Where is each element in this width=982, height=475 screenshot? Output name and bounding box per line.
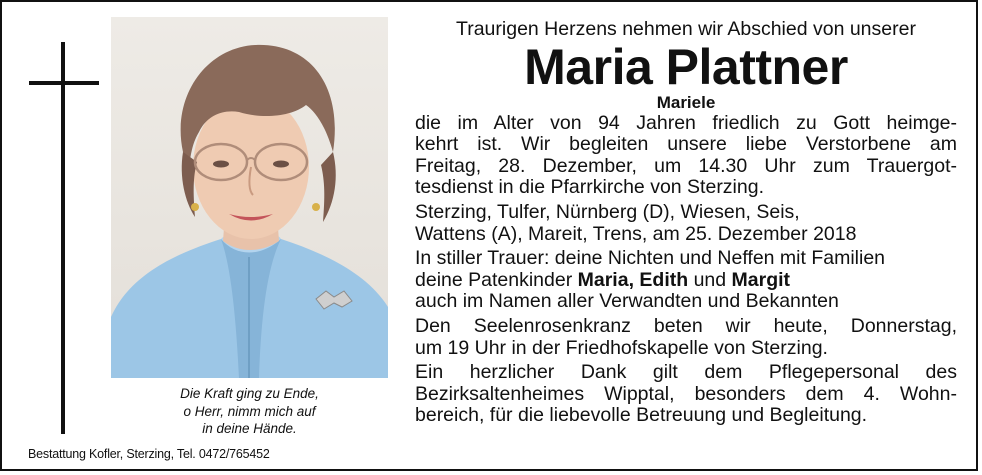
text-line: tesdienst in die Pfarrkirche von Sterzing.	[415, 176, 765, 199]
paragraph-thanks	[415, 362, 957, 427]
funeral-home-footer: Bestattung Kofler, Sterzing, Tel. 0472/765452	[28, 447, 270, 461]
text-line: Freitag, 28. Dezember, um 14.30 Uhr zum Trauergot-	[415, 154, 957, 177]
portrait-photo	[111, 17, 388, 378]
text-line: die im Alter von 94 Jahren friedlich zu Gott heimge-	[415, 111, 957, 134]
intro-line: Traurigen Herzens nehmen wir Abschied von unserer	[456, 18, 916, 40]
paragraph-places	[415, 202, 957, 245]
memorial-quote	[111, 385, 388, 438]
text-line: Sterzing, Tulfer, Nürnberg (D), Wiesen, Seis,	[415, 200, 800, 223]
deceased-name: Maria Plattner	[524, 38, 848, 95]
cross-icon	[61, 42, 65, 434]
text-line: Ein herzlicher Dank gilt dem Pflegepersonal des	[415, 361, 957, 384]
text-line: kehrt ist. Wir begleiten unsere liebe Verstorbene am	[415, 133, 957, 156]
godchildren-names: Maria, Edith	[577, 268, 689, 291]
godchildren-last: Margit	[731, 268, 791, 291]
text-line: auch im Namen aller Verwandten und Bekannten	[415, 290, 839, 313]
godchildren-and: und	[688, 268, 732, 291]
text-line: In stiller Trauer: deine Nichten und Neffen mit Familien	[415, 247, 886, 270]
cross-icon-bar	[29, 81, 99, 85]
quote-line: o Herr, nimm mich auf	[183, 403, 316, 419]
text-line: Den Seelenrosenkranz beten wir heute, Donnerstag,	[415, 314, 957, 337]
quote-line: in deine Hände.	[202, 421, 297, 436]
text-line: bereich, für die liebevolle Betreuung und Begleitung.	[415, 404, 868, 427]
notice-text	[415, 19, 957, 427]
text-line: um 19 Uhr in der Friedhofskapelle von Sterzing.	[415, 336, 828, 359]
text-line: Wattens (A), Mareit, Trens, am 25. Dezember 2018	[415, 222, 857, 245]
paragraph-rosary	[415, 316, 957, 359]
paragraph-death	[415, 113, 957, 199]
deceased-nickname: Mariele	[656, 92, 716, 112]
quote-line: Die Kraft ging zu Ende,	[180, 386, 319, 401]
text-line: Bezirksaltenheimes Wipptal, besonders dem 4. Wohn-	[415, 382, 957, 405]
paragraph-mourners	[415, 248, 957, 313]
text-line-godchildren	[415, 270, 957, 292]
godchildren-prefix: deine Patenkinder	[415, 268, 578, 291]
